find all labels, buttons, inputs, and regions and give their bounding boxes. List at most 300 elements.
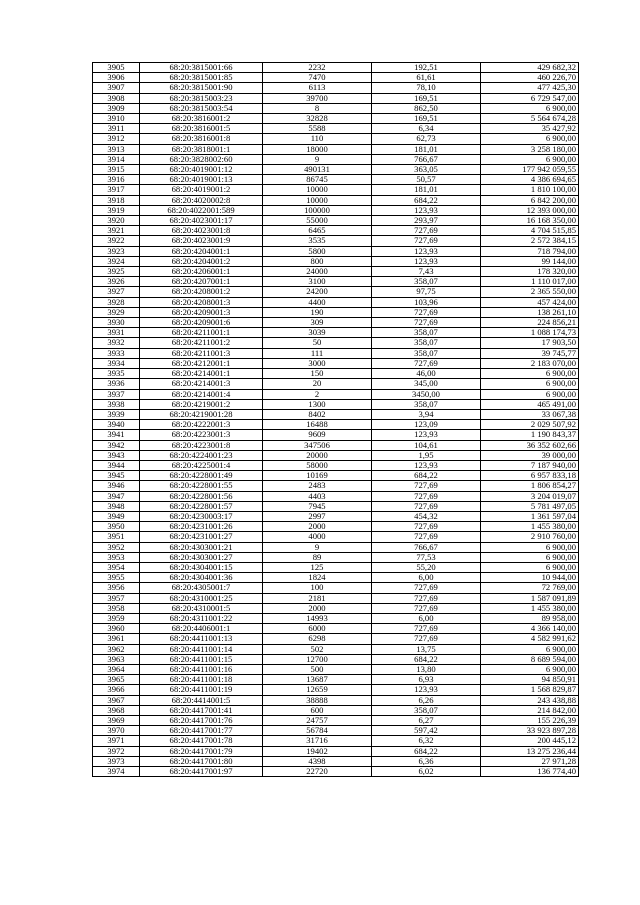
area-cell: 490131 (263, 165, 372, 175)
area-cell: 8 (263, 103, 372, 113)
cadastral-number-cell: 68:20:4411001:18 (140, 675, 263, 685)
cadastral-number-cell: 68:20:4211001:1 (140, 328, 263, 338)
cadastral-value-cell: 1 088 174,73 (481, 328, 579, 338)
cadastral-number-cell: 68:20:4231001:27 (140, 532, 263, 542)
area-cell: 9 (263, 154, 372, 164)
cadastral-number-cell: 68:20:3828002:60 (140, 154, 263, 164)
area-cell: 20000 (263, 450, 372, 460)
cadastral-value-cell: 214 842,00 (481, 705, 579, 715)
cadastral-number-cell: 68:20:4310001:25 (140, 593, 263, 603)
table-row (93, 726, 579, 736)
cadastral-value-cell: 2 183 070,00 (481, 358, 579, 368)
area-cell: 6298 (263, 634, 372, 644)
row-number-cell: 3906 (93, 73, 140, 83)
cadastral-value-cell: 6 957 833,18 (481, 471, 579, 481)
specific-value-cell: 61,61 (372, 73, 481, 83)
cadastral-number-cell: 68:20:4411001:13 (140, 634, 263, 644)
specific-value-cell: 1,95 (372, 450, 481, 460)
area-cell: 5588 (263, 124, 372, 134)
cadastral-number-cell: 68:20:4411001:16 (140, 664, 263, 674)
row-number-cell: 3942 (93, 440, 140, 450)
specific-value-cell: 6,36 (372, 756, 481, 766)
cadastral-number-cell: 68:20:4211001:2 (140, 338, 263, 348)
table-row (93, 532, 579, 542)
row-number-cell: 3970 (93, 726, 140, 736)
cadastral-value-cell: 99 144,00 (481, 256, 579, 266)
row-number-cell: 3910 (93, 114, 140, 124)
area-cell: 56784 (263, 726, 372, 736)
row-number-cell: 3954 (93, 562, 140, 572)
cadastral-number-cell: 68:20:4019001:13 (140, 175, 263, 185)
table-row (93, 226, 579, 236)
table-row (93, 491, 579, 501)
area-cell: 6000 (263, 624, 372, 634)
area-cell: 4403 (263, 491, 372, 501)
row-number-cell: 3927 (93, 287, 140, 297)
table-row (93, 613, 579, 623)
table-row (93, 236, 579, 246)
row-number-cell: 3955 (93, 573, 140, 583)
cadastral-value-cell: 200 445,12 (481, 736, 579, 746)
table-row (93, 144, 579, 154)
row-number-cell: 3964 (93, 664, 140, 674)
specific-value-cell: 727,69 (372, 491, 481, 501)
cadastral-number-cell: 68:20:4019001:12 (140, 165, 263, 175)
area-cell: 2 (263, 389, 372, 399)
table-row (93, 695, 579, 705)
table-row (93, 134, 579, 144)
cadastral-number-cell: 68:20:4411001:14 (140, 644, 263, 654)
cadastral-value-cell: 2 365 550,00 (481, 287, 579, 297)
table-row (93, 256, 579, 266)
cadastral-value-cell: 457 424,00 (481, 297, 579, 307)
table-row (93, 460, 579, 470)
table-row (93, 420, 579, 430)
specific-value-cell: 727,69 (372, 522, 481, 532)
specific-value-cell: 103,96 (372, 297, 481, 307)
table-row (93, 379, 579, 389)
specific-value-cell: 6,00 (372, 573, 481, 583)
table-row (93, 685, 579, 695)
row-number-cell: 3934 (93, 358, 140, 368)
cadastral-value-cell: 6 900,00 (481, 664, 579, 674)
cadastral-number-cell: 68:20:4417001:97 (140, 767, 263, 777)
area-cell: 4398 (263, 756, 372, 766)
table-row (93, 501, 579, 511)
specific-value-cell: 727,69 (372, 307, 481, 317)
table-row (93, 756, 579, 766)
cadastral-value-cell: 2 572 384,15 (481, 236, 579, 246)
area-cell: 38888 (263, 695, 372, 705)
cadastral-number-cell: 68:20:4204001:2 (140, 256, 263, 266)
table-row (93, 634, 579, 644)
area-cell: 125 (263, 562, 372, 572)
area-cell: 3000 (263, 358, 372, 368)
cadastral-number-cell: 68:20:4411001:15 (140, 654, 263, 664)
specific-value-cell: 358,07 (372, 328, 481, 338)
table-row (93, 593, 579, 603)
table-row (93, 409, 579, 419)
cadastral-value-cell: 1 110 017,00 (481, 277, 579, 287)
row-number-cell: 3926 (93, 277, 140, 287)
area-cell: 5800 (263, 246, 372, 256)
row-number-cell: 3948 (93, 501, 140, 511)
table-row (93, 287, 579, 297)
specific-value-cell: 363,05 (372, 165, 481, 175)
specific-value-cell: 727,69 (372, 318, 481, 328)
area-cell: 18000 (263, 144, 372, 154)
area-cell: 6113 (263, 83, 372, 93)
cadastral-number-cell: 68:20:4304001:15 (140, 562, 263, 572)
cadastral-value-cell: 17 903,50 (481, 338, 579, 348)
area-cell: 10000 (263, 195, 372, 205)
specific-value-cell: 123,93 (372, 205, 481, 215)
specific-value-cell: 46,00 (372, 369, 481, 379)
specific-value-cell: 727,69 (372, 481, 481, 491)
row-number-cell: 3943 (93, 450, 140, 460)
row-number-cell: 3953 (93, 552, 140, 562)
area-cell: 3039 (263, 328, 372, 338)
row-number-cell: 3936 (93, 379, 140, 389)
cadastral-number-cell: 68:20:4208001:2 (140, 287, 263, 297)
cadastral-value-cell: 72 769,00 (481, 583, 579, 593)
area-cell: 10169 (263, 471, 372, 481)
row-number-cell: 3969 (93, 716, 140, 726)
cadastral-number-cell: 68:20:4417001:79 (140, 746, 263, 756)
table-row (93, 481, 579, 491)
cadastral-number-cell: 68:20:4417001:41 (140, 705, 263, 715)
cadastral-value-cell: 477 425,30 (481, 83, 579, 93)
row-number-cell: 3941 (93, 430, 140, 440)
row-number-cell: 3911 (93, 124, 140, 134)
cadastral-value-cell: 6 900,00 (481, 389, 579, 399)
cadastral-value-cell: 178 320,00 (481, 267, 579, 277)
cadastral-number-cell: 68:20:4311001:22 (140, 613, 263, 623)
cadastral-value-cell: 6 729 547,00 (481, 93, 579, 103)
cadastral-value-cell: 4 366 140,00 (481, 624, 579, 634)
table-row (93, 318, 579, 328)
row-number-cell: 3905 (93, 63, 140, 73)
row-number-cell: 3959 (93, 613, 140, 623)
cadastral-value-cell: 39 000,00 (481, 450, 579, 460)
cadastral-number-cell: 68:20:4214001:1 (140, 369, 263, 379)
table-row (93, 307, 579, 317)
table-row (93, 205, 579, 215)
cadastral-value-cell: 6 900,00 (481, 103, 579, 113)
row-number-cell: 3930 (93, 318, 140, 328)
row-number-cell: 3960 (93, 624, 140, 634)
cadastral-value-cell: 5 564 674,28 (481, 114, 579, 124)
row-number-cell: 3956 (93, 583, 140, 593)
table-row (93, 358, 579, 368)
table-row (93, 185, 579, 195)
specific-value-cell: 104,61 (372, 440, 481, 450)
table-body (93, 63, 579, 777)
row-number-cell: 3951 (93, 532, 140, 542)
cadastral-number-cell: 68:20:4023001:8 (140, 226, 263, 236)
table-row (93, 716, 579, 726)
cadastral-number-cell: 68:20:4219001:28 (140, 409, 263, 419)
cadastral-value-cell: 35 427,92 (481, 124, 579, 134)
specific-value-cell: 123,09 (372, 420, 481, 430)
cadastral-value-cell: 13 275 236,44 (481, 746, 579, 756)
row-number-cell: 3952 (93, 542, 140, 552)
cadastral-number-cell: 68:20:4230003:17 (140, 511, 263, 521)
specific-value-cell: 192,51 (372, 63, 481, 73)
cadastral-number-cell: 68:20:3815001:66 (140, 63, 263, 73)
cadastral-value-cell: 6 900,00 (481, 379, 579, 389)
table-row (93, 430, 579, 440)
area-cell: 4400 (263, 297, 372, 307)
specific-value-cell: 169,51 (372, 114, 481, 124)
cadastral-number-cell: 68:20:3818001:1 (140, 144, 263, 154)
row-number-cell: 3968 (93, 705, 140, 715)
cadastral-value-cell: 6 900,00 (481, 562, 579, 572)
cadastral-value-cell: 1 587 091,89 (481, 593, 579, 603)
cadastral-number-cell: 68:20:4417001:77 (140, 726, 263, 736)
cadastral-number-cell: 68:20:4228001:55 (140, 481, 263, 491)
cadastral-value-cell: 2 910 760,00 (481, 532, 579, 542)
specific-value-cell: 7,43 (372, 267, 481, 277)
area-cell: 1300 (263, 399, 372, 409)
cadastral-number-cell: 68:20:4310001:5 (140, 603, 263, 613)
cadastral-value-cell: 2 029 507,92 (481, 420, 579, 430)
cadastral-value-cell: 177 942 059,55 (481, 165, 579, 175)
row-number-cell: 3966 (93, 685, 140, 695)
row-number-cell: 3947 (93, 491, 140, 501)
specific-value-cell: 3,94 (372, 409, 481, 419)
area-cell: 190 (263, 307, 372, 317)
specific-value-cell: 169,51 (372, 93, 481, 103)
area-cell: 2997 (263, 511, 372, 521)
row-number-cell: 3939 (93, 409, 140, 419)
cadastral-value-cell: 6 900,00 (481, 552, 579, 562)
cadastral-number-cell: 68:20:4209001:3 (140, 307, 263, 317)
specific-value-cell: 181,01 (372, 144, 481, 154)
cadastral-number-cell: 68:20:4019001:2 (140, 185, 263, 195)
specific-value-cell: 293,97 (372, 216, 481, 226)
row-number-cell: 3914 (93, 154, 140, 164)
cadastral-number-cell: 68:20:4303001:21 (140, 542, 263, 552)
table-row (93, 348, 579, 358)
cadastral-number-cell: 68:20:4223001:3 (140, 430, 263, 440)
row-number-cell: 3931 (93, 328, 140, 338)
row-number-cell: 3974 (93, 767, 140, 777)
specific-value-cell: 97,75 (372, 287, 481, 297)
row-number-cell: 3971 (93, 736, 140, 746)
specific-value-cell: 6,32 (372, 736, 481, 746)
cadastral-number-cell: 68:20:4411001:19 (140, 685, 263, 695)
table-row (93, 103, 579, 113)
specific-value-cell: 727,69 (372, 634, 481, 644)
area-cell: 12700 (263, 654, 372, 664)
table-row (93, 114, 579, 124)
specific-value-cell: 6,26 (372, 695, 481, 705)
cadastral-value-cell: 10 944,00 (481, 573, 579, 583)
area-cell: 16488 (263, 420, 372, 430)
cadastral-value-cell: 94 850,91 (481, 675, 579, 685)
table-row (93, 338, 579, 348)
cadastral-number-cell: 68:20:3816001:2 (140, 114, 263, 124)
area-cell: 9609 (263, 430, 372, 440)
specific-value-cell: 6,93 (372, 675, 481, 685)
row-number-cell: 3963 (93, 654, 140, 664)
table-row (93, 389, 579, 399)
cadastral-value-cell: 12 393 000,00 (481, 205, 579, 215)
area-cell: 14993 (263, 613, 372, 623)
cadastral-value-cell: 138 261,10 (481, 307, 579, 317)
area-cell: 600 (263, 705, 372, 715)
specific-value-cell: 862,50 (372, 103, 481, 113)
row-number-cell: 3918 (93, 195, 140, 205)
table-row (93, 471, 579, 481)
area-cell: 24200 (263, 287, 372, 297)
row-number-cell: 3940 (93, 420, 140, 430)
specific-value-cell: 3450,00 (372, 389, 481, 399)
specific-value-cell: 358,07 (372, 338, 481, 348)
table-row (93, 603, 579, 613)
row-number-cell: 3916 (93, 175, 140, 185)
cadastral-number-cell: 68:20:4214001:4 (140, 389, 263, 399)
table-row (93, 277, 579, 287)
row-number-cell: 3944 (93, 460, 140, 470)
cadastral-value-cell: 36 352 602,66 (481, 440, 579, 450)
cadastral-number-cell: 68:20:4206001:1 (140, 267, 263, 277)
area-cell: 1824 (263, 573, 372, 583)
row-number-cell: 3907 (93, 83, 140, 93)
specific-value-cell: 727,69 (372, 236, 481, 246)
cadastral-value-cell: 1 806 854,27 (481, 481, 579, 491)
area-cell: 89 (263, 552, 372, 562)
specific-value-cell: 123,93 (372, 256, 481, 266)
specific-value-cell: 727,69 (372, 593, 481, 603)
cadastral-number-cell: 68:20:4417001:80 (140, 756, 263, 766)
row-number-cell: 3938 (93, 399, 140, 409)
specific-value-cell: 766,67 (372, 542, 481, 552)
area-cell: 12659 (263, 685, 372, 695)
cadastral-number-cell: 68:20:4023001:9 (140, 236, 263, 246)
specific-value-cell: 727,69 (372, 532, 481, 542)
area-cell: 22720 (263, 767, 372, 777)
cadastral-value-cell: 6 900,00 (481, 542, 579, 552)
specific-value-cell: 727,69 (372, 501, 481, 511)
cadastral-value-cell: 16 168 350,00 (481, 216, 579, 226)
cadastral-number-cell: 68:20:4219001:2 (140, 399, 263, 409)
area-cell: 50 (263, 338, 372, 348)
specific-value-cell: 684,22 (372, 471, 481, 481)
specific-value-cell: 6,34 (372, 124, 481, 134)
cadastral-value-cell: 243 438,88 (481, 695, 579, 705)
specific-value-cell: 358,07 (372, 348, 481, 358)
table-row (93, 328, 579, 338)
table-row (93, 705, 579, 715)
cadastral-number-cell: 68:20:4406001:1 (140, 624, 263, 634)
area-cell: 2000 (263, 603, 372, 613)
cadastral-number-cell: 68:20:4225001:4 (140, 460, 263, 470)
cadastral-value-cell: 718 794,00 (481, 246, 579, 256)
area-cell: 58000 (263, 460, 372, 470)
area-cell: 100000 (263, 205, 372, 215)
cadastral-value-cell: 27 971,28 (481, 756, 579, 766)
area-cell: 39700 (263, 93, 372, 103)
row-number-cell: 3972 (93, 746, 140, 756)
cadastral-number-cell: 68:20:4207001:1 (140, 277, 263, 287)
cadastral-value-cell: 1 190 843,37 (481, 430, 579, 440)
area-cell: 6465 (263, 226, 372, 236)
cadastral-number-cell: 68:20:4208001:3 (140, 297, 263, 307)
specific-value-cell: 77,53 (372, 552, 481, 562)
area-cell: 150 (263, 369, 372, 379)
cadastral-value-cell: 4 704 515,85 (481, 226, 579, 236)
table-row (93, 624, 579, 634)
table-row (93, 767, 579, 777)
row-number-cell: 3920 (93, 216, 140, 226)
table-row (93, 736, 579, 746)
specific-value-cell: 13,75 (372, 644, 481, 654)
cadastral-number-cell: 68:20:3816001:8 (140, 134, 263, 144)
row-number-cell: 3965 (93, 675, 140, 685)
cadastral-number-cell: 68:20:3815001:90 (140, 83, 263, 93)
area-cell: 31716 (263, 736, 372, 746)
area-cell: 13687 (263, 675, 372, 685)
cadastral-number-cell: 68:20:4231001:26 (140, 522, 263, 532)
specific-value-cell: 727,69 (372, 603, 481, 613)
area-cell: 2181 (263, 593, 372, 603)
cadastral-number-cell: 68:20:4209001:6 (140, 318, 263, 328)
area-cell: 800 (263, 256, 372, 266)
cadastral-number-cell: 68:20:3816001:5 (140, 124, 263, 134)
row-number-cell: 3945 (93, 471, 140, 481)
cadastral-value-cell: 1 568 829,87 (481, 685, 579, 695)
specific-value-cell: 50,57 (372, 175, 481, 185)
specific-value-cell: 727,69 (372, 226, 481, 236)
specific-value-cell: 345,00 (372, 379, 481, 389)
specific-value-cell: 6,00 (372, 613, 481, 623)
area-cell: 2483 (263, 481, 372, 491)
table-row (93, 675, 579, 685)
row-number-cell: 3961 (93, 634, 140, 644)
specific-value-cell: 358,07 (372, 277, 481, 287)
cadastral-value-cell: 429 682,32 (481, 63, 579, 73)
cadastral-value-cell: 224 856,21 (481, 318, 579, 328)
cadastral-number-cell: 68:20:4222001:3 (140, 420, 263, 430)
area-cell: 24000 (263, 267, 372, 277)
cadastral-number-cell: 68:20:4224001:23 (140, 450, 263, 460)
area-cell: 7945 (263, 501, 372, 511)
cadastral-value-cell: 33 923 897,28 (481, 726, 579, 736)
row-number-cell: 3935 (93, 369, 140, 379)
cadastral-value-cell: 460 226,70 (481, 73, 579, 83)
specific-value-cell: 181,01 (372, 185, 481, 195)
table-row (93, 73, 579, 83)
specific-value-cell: 727,69 (372, 358, 481, 368)
cadastral-value-cell: 6 842 200,00 (481, 195, 579, 205)
area-cell: 502 (263, 644, 372, 654)
table-row (93, 664, 579, 674)
table-row (93, 124, 579, 134)
cadastral-number-cell: 68:20:4228001:56 (140, 491, 263, 501)
specific-value-cell: 123,93 (372, 460, 481, 470)
cadastral-value-cell: 1 810 100,00 (481, 185, 579, 195)
specific-value-cell: 123,93 (372, 246, 481, 256)
cadastral-number-cell: 68:20:4212001:1 (140, 358, 263, 368)
cadastral-number-cell: 68:20:3815003:23 (140, 93, 263, 103)
table-row (93, 93, 579, 103)
cadastral-number-cell: 68:20:4303001:27 (140, 552, 263, 562)
row-number-cell: 3946 (93, 481, 140, 491)
row-number-cell: 3950 (93, 522, 140, 532)
row-number-cell: 3909 (93, 103, 140, 113)
